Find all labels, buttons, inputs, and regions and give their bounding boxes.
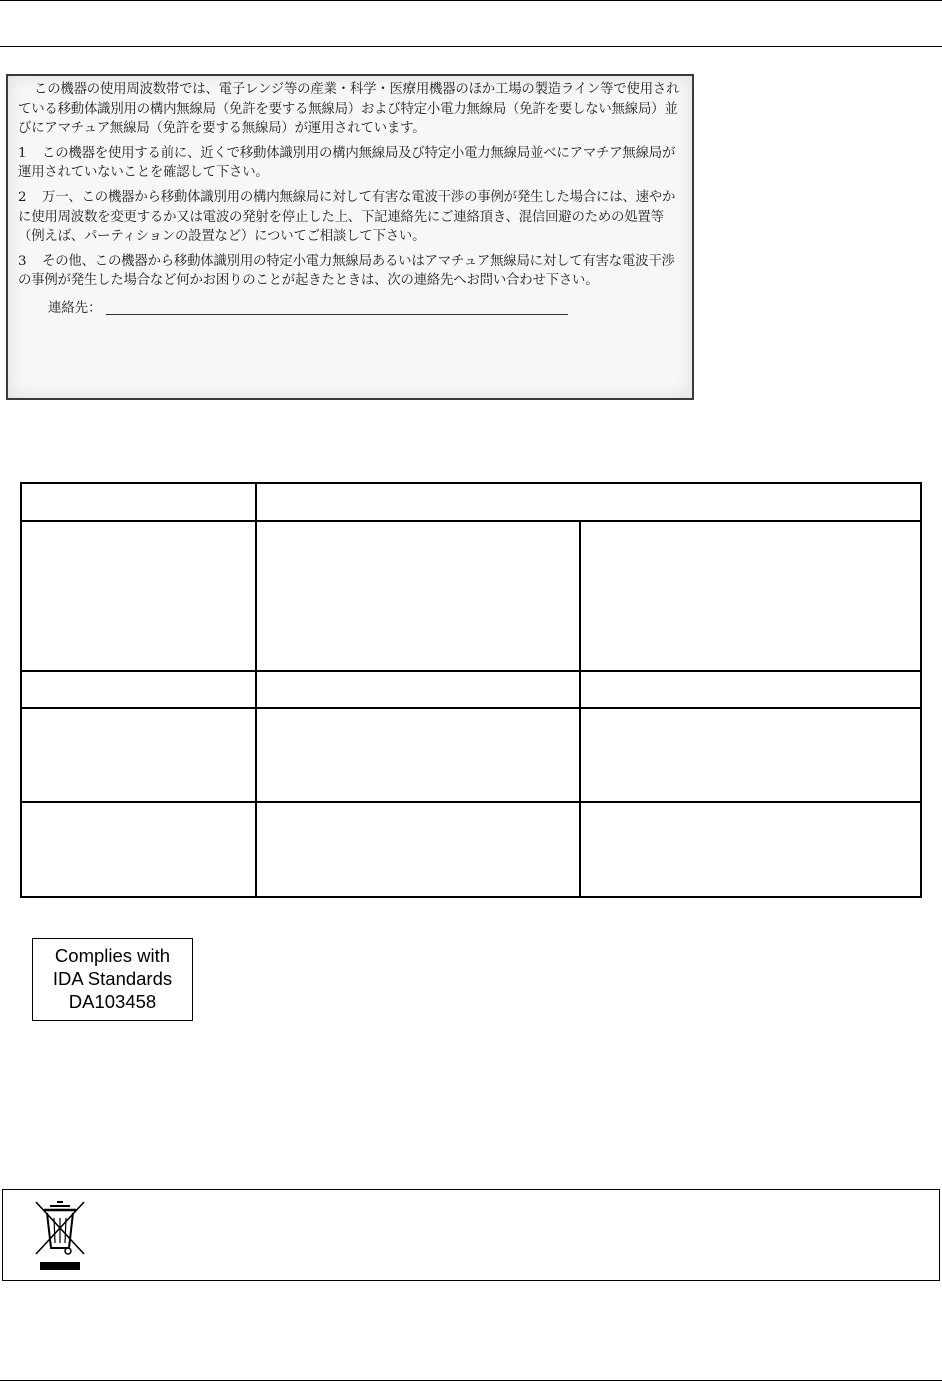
- footer-rule: [0, 1380, 942, 1381]
- contact-label: 連絡先：: [48, 300, 102, 316]
- notice-item-1: [18, 144, 680, 183]
- notice-item-text: 万一、この機器から移動体識別用の構内無線局に対して有害な電波干渉の事例が発生した場合には、速やかに使用周波数を変更するか又は電波の発射を停止した上、下記連絡先にご連絡頂き、混信回避のための処置等（例えば、パーティションの設置など）についてご相談して下さい。: [18, 189, 676, 245]
- notice-item-3: [18, 252, 680, 291]
- contact-blank-line: [106, 314, 568, 315]
- notice-item-2: [18, 188, 680, 247]
- table-row-divider: [22, 707, 920, 709]
- table-row-divider: [22, 801, 920, 803]
- ida-line-3: DA103458: [68, 991, 157, 1012]
- table-column-divider: [255, 484, 257, 896]
- header-rule: [0, 0, 942, 1]
- table-column-divider: [579, 520, 581, 896]
- table-row-divider: [22, 670, 920, 672]
- notice-item-number: 3: [18, 253, 27, 269]
- header-bottom-rule: [0, 46, 942, 47]
- ida-line-1: Complies with: [54, 945, 171, 966]
- crossed-out-wheelie-bin-icon: [32, 1198, 88, 1274]
- notice-item-text: その他、この機器から移動体識別用の特定小電力無線局あるいはアマチュア無線局に対して有害な電波干渉の事例が発生した場合など何かお困りのことが起きたときは、次の連絡先へお問い合わせ下さい。: [18, 253, 675, 289]
- ida-line-2: IDA Standards: [52, 968, 173, 989]
- notice-contact: [18, 299, 680, 319]
- notice-item-number: 1: [18, 145, 27, 161]
- weee-notice-box: [2, 1189, 940, 1281]
- ida-compliance-label: [32, 938, 193, 1021]
- japanese-radio-notice-scan: [6, 74, 694, 400]
- notice-intro: この機器の使用周波数帯では、電子レンジ等の産業・科学・医療用機器のほか工場の製造ライン等で使用されている移動体識別用の構内無線局（免許を要する無線局）および特定小電力無線局（免許を要しない無線局）並びにアマチュア無線局（免許を要する無線局）が運用されています。: [18, 82, 680, 137]
- table-row-divider: [22, 520, 920, 522]
- notice-item-text: この機器を使用する前に、近くで移動体識別用の構内無線局及び特定小電力無線局並べにアマチア無線局が運用されていないことを確認して下さい。: [18, 145, 676, 181]
- notice-item-number: 2: [18, 189, 27, 205]
- empty-table: [20, 482, 922, 898]
